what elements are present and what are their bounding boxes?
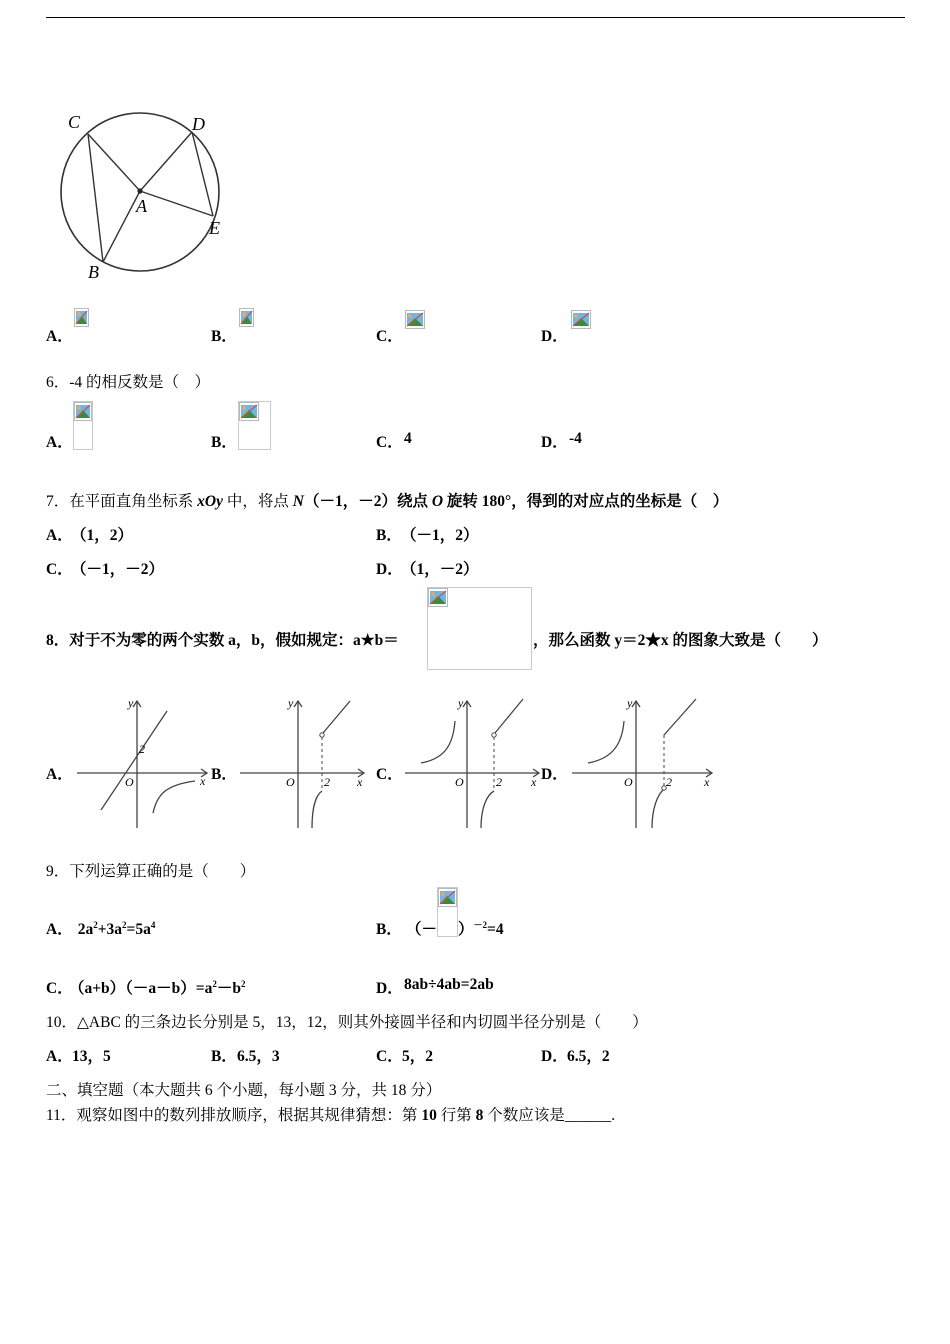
q9-option-a-letter: A． — [46, 921, 73, 938]
q10-option-d-letter: D． — [541, 1048, 568, 1065]
q9-stem: 9．下列运算正确的是（ ） — [46, 863, 256, 880]
q8-option-d-letter: D． — [541, 766, 568, 783]
q10-option-c-text: 5，2 — [402, 1048, 434, 1065]
q9-option-c-sup2: 2 — [240, 979, 246, 989]
q5-option-a-letter: A． — [46, 328, 73, 345]
q11-col-number: 8 — [475, 1107, 484, 1124]
q10-option-b-letter: B． — [211, 1048, 237, 1065]
q10-option-c-letter: C． — [376, 1048, 403, 1065]
q9-option-a-term1: 2a — [77, 921, 94, 938]
q8-graph-b-y-label: y — [288, 696, 294, 710]
q6-option-c-letter: C． — [376, 434, 403, 451]
q9-option-b-image-icon — [438, 888, 457, 907]
q6-option-b-image-icon — [239, 402, 259, 421]
q11-stem-after: 个数应该是______. — [483, 1107, 616, 1124]
q8-graph-b-x-label: x — [357, 775, 363, 789]
q8-graph-c-origin: O — [455, 775, 464, 789]
q9-option-c-expr2: －b — [216, 980, 241, 997]
q6-option-a-letter: A． — [46, 434, 73, 451]
q9-option-b-exponent: －2 — [473, 920, 488, 930]
q8-graph-a-origin: O — [125, 775, 134, 789]
q7-option-d-text: （1，－2） — [401, 561, 479, 578]
q8-graph-a-y-label: y — [128, 696, 134, 710]
q9-option-d-letter: D． — [376, 980, 403, 997]
q5-option-b-letter: B． — [211, 328, 237, 345]
q7-option-a-text: （1，2） — [71, 527, 134, 544]
q7-option-b-text: （－1，2） — [401, 527, 479, 544]
q9-option-d-text: 8ab÷4ab=2ab — [404, 976, 494, 993]
q7-option-d-letter: D． — [376, 561, 403, 578]
header-rule — [46, 17, 905, 18]
q9-option-b-close-paren: ） — [458, 921, 474, 938]
q7-stem-point-n: N — [292, 493, 304, 510]
q8-graph-d-origin: O — [624, 775, 633, 789]
q9-option-a-sup1: 2 — [93, 920, 98, 930]
q9-option-c-letter: C． — [46, 980, 73, 997]
point-label-d: D — [192, 114, 205, 134]
q10-option-a-text: 13，5 — [72, 1048, 111, 1065]
q10-option-d-text: 6.5，2 — [567, 1048, 610, 1065]
q10-option-a-letter: A． — [46, 1048, 73, 1065]
q7-stem-part5: （－1，－2）绕点 — [303, 493, 432, 510]
q9-option-b-tail — [458, 917, 504, 939]
q5-option-b-image-icon — [239, 308, 254, 327]
q7-option-a-letter: A． — [46, 527, 73, 544]
q7-stem — [46, 489, 728, 511]
q8-option-b-letter: B． — [211, 766, 237, 783]
q11-stem-before: 11．观察如图中的数列排放顺序，根据其规律猜想：第 — [46, 1107, 422, 1124]
q5-option-d-image-icon — [571, 310, 591, 329]
circle-figure — [58, 108, 238, 286]
q6-option-c-text: 4 — [404, 430, 412, 447]
q9-option-c-sup1: 2 — [212, 979, 217, 989]
q5-option-a-image-icon — [74, 308, 89, 327]
q9-option-b-result: =4 — [487, 921, 504, 938]
q8-graph-c-tick-2: 2 — [496, 775, 502, 789]
q8-stem-before: 8．对于不为零的两个实数 a，b，假如规定：a★b＝ — [46, 632, 399, 649]
q5-option-c-image-icon — [405, 310, 425, 329]
q6-option-d-text: -4 — [569, 430, 582, 447]
q8-option-a-letter: A． — [46, 766, 73, 783]
q8-graph-c — [403, 695, 543, 830]
q7-stem-part3: 中，将点 — [222, 493, 293, 510]
q6-option-d-letter: D． — [541, 434, 568, 451]
q9-option-a-sup3: 4 — [150, 920, 156, 930]
q9-option-a — [46, 917, 155, 939]
q6-stem: 6．-4 的相反数是（ ） — [46, 374, 211, 391]
q10-stem: 10．△ABC 的三条边长分别是 5，13，12，则其外接圆半径和内切圆半径分别是（ ） — [46, 1014, 648, 1031]
q7-option-c-text: （－1，－2） — [71, 561, 165, 578]
q9-option-b-open-paren: （－ — [406, 921, 438, 938]
q9-option-b-letter: B． — [376, 921, 402, 938]
q9-option-a-term3: =5a — [126, 921, 151, 938]
q8-formula-image-icon — [428, 588, 448, 607]
q8-graph-d-y-label: y — [627, 696, 633, 710]
q6-option-a-image-icon — [74, 402, 92, 421]
q9-option-a-sup2: 2 — [122, 920, 127, 930]
q11-stem — [46, 1103, 615, 1125]
q8-graph-c-x-label: x — [531, 775, 537, 789]
q11-row-number: 10 — [421, 1107, 437, 1124]
q8-graph-d-x-label: x — [704, 775, 710, 789]
point-label-b: B — [88, 262, 99, 282]
q9-option-c — [46, 976, 245, 998]
q8-stem-after: ，那么函数 y＝2★x 的图象大致是（ ） — [533, 632, 828, 649]
q7-stem-part1: 7．在平面直角坐标系 — [46, 493, 198, 510]
q7-option-b-letter: B． — [376, 527, 402, 544]
q8-graph-a — [73, 695, 211, 830]
q6-option-b-letter: B． — [211, 434, 237, 451]
section2-heading: 二、填空题（本大题共 6 个小题，每小题 3 分，共 18 分） — [46, 1082, 442, 1099]
q9-option-a-term2: +3a — [97, 921, 123, 938]
q8-graph-a-tick-2: 2 — [139, 742, 145, 756]
point-label-c: C — [68, 112, 81, 132]
q7-stem-xoy: xOy — [197, 493, 223, 510]
q8-graph-a-x-label: x — [200, 774, 206, 788]
q5-option-c-letter: C． — [376, 328, 403, 345]
point-label-a: A — [136, 196, 147, 216]
q10-option-b-text: 6.5，3 — [237, 1048, 280, 1065]
q9-option-c-expr: （a+b）（－a－b）=a — [76, 980, 213, 997]
q7-stem-point-o: O — [431, 493, 444, 510]
q8-graph-d — [570, 695, 716, 830]
point-label-e: E — [209, 218, 220, 238]
q5-option-d-letter: D． — [541, 328, 568, 345]
q8-graph-b — [238, 695, 368, 830]
q7-option-c-letter: C． — [46, 561, 73, 578]
q8-option-c-letter: C． — [376, 766, 403, 783]
q8-graph-d-tick-2: 2 — [666, 775, 672, 789]
q8-graph-b-tick-2: 2 — [324, 775, 330, 789]
q7-stem-part7: 旋转 180°，得到的对应点的坐标是（ ） — [443, 493, 729, 510]
q8-graph-c-y-label: y — [458, 696, 464, 710]
q11-stem-mid: 行第 — [436, 1107, 476, 1124]
q8-graph-b-origin: O — [286, 775, 295, 789]
